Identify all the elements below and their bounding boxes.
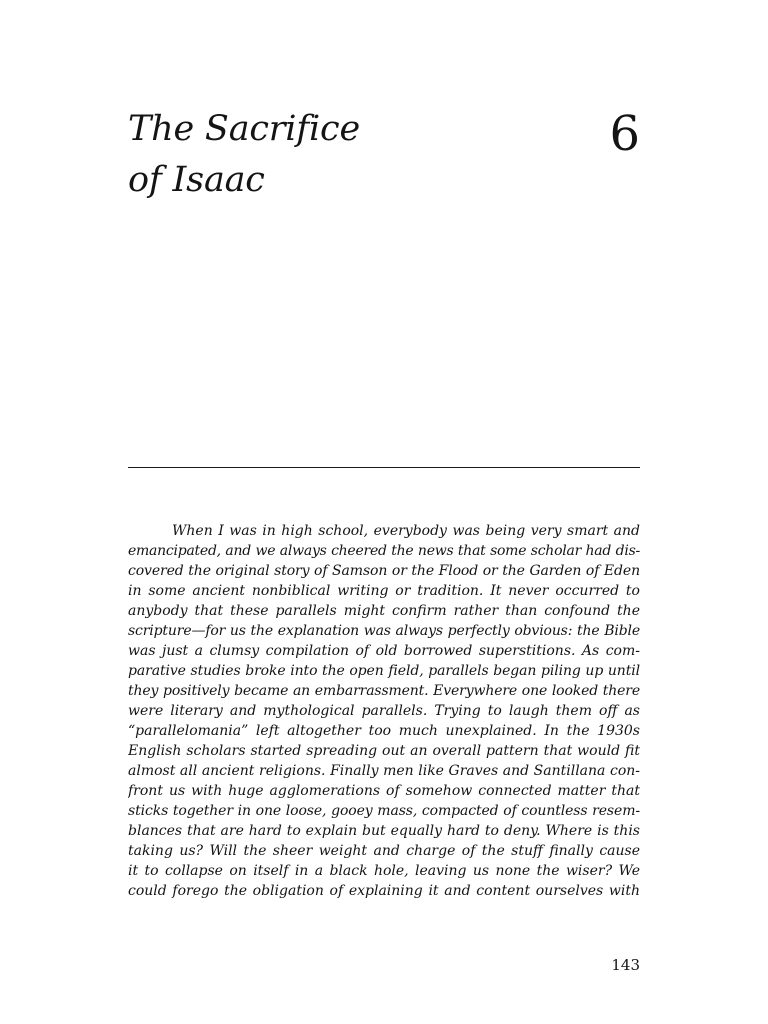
text-line: in some ancient nonbiblical writing or tradition. It never occurred to xyxy=(128,583,640,599)
text-line: it to collapse on itself in a black hole, leaving us none the wiser? We xyxy=(128,863,640,879)
text-line: almost all ancient religions. Finally men like Graves and Santillana con- xyxy=(128,763,640,779)
text-line: blances that are hard to explain but equally hard to deny. Where is this xyxy=(128,823,640,839)
text-line: was just a clumsy compilation of old borrowed superstitions. As com- xyxy=(128,643,640,659)
text-line: parative studies broke into the open field, parallels began piling up until xyxy=(128,663,640,679)
text-line: front us with huge agglomerations of somehow connected matter that xyxy=(128,783,640,799)
chapter-title xyxy=(128,104,360,206)
text-line: scripture—for us the explanation was always perfectly obvious: the Bible xyxy=(128,623,640,639)
chapter-number: 6 xyxy=(609,106,640,162)
chapter-title-line: The Sacrifice xyxy=(128,109,360,149)
text-line: English scholars started spreading out an overall pattern that would fit xyxy=(128,743,640,759)
text-line: sticks together in one loose, gooey mass, compacted of countless resem- xyxy=(128,803,640,819)
text-line: When I was in high school, everybody was being very smart and xyxy=(172,523,640,539)
horizontal-rule xyxy=(128,467,640,468)
text-line: could forego the obligation of explaining it and content ourselves with xyxy=(128,883,640,899)
chapter-title-line: of Isaac xyxy=(128,160,265,200)
text-line: emancipated, and we always cheered the news that some scholar had dis- xyxy=(128,543,640,559)
text-line: anybody that these parallels might confirm rather than confound the xyxy=(128,603,640,619)
text-line: covered the original story of Samson or the Flood or the Garden of Eden xyxy=(128,563,640,579)
text-line: they positively became an embarrassment. Everywhere one looked there xyxy=(128,683,640,699)
text-line: “parallelomania” left altogether too much unexplained. In the 1930s xyxy=(128,723,640,739)
page-number: 143 xyxy=(611,956,640,974)
text-line: were literary and mythological parallels. Trying to laugh them off as xyxy=(128,703,640,719)
body-paragraph xyxy=(128,521,640,901)
text-line: taking us? Will the sheer weight and charge of the stuff finally cause xyxy=(128,843,640,859)
